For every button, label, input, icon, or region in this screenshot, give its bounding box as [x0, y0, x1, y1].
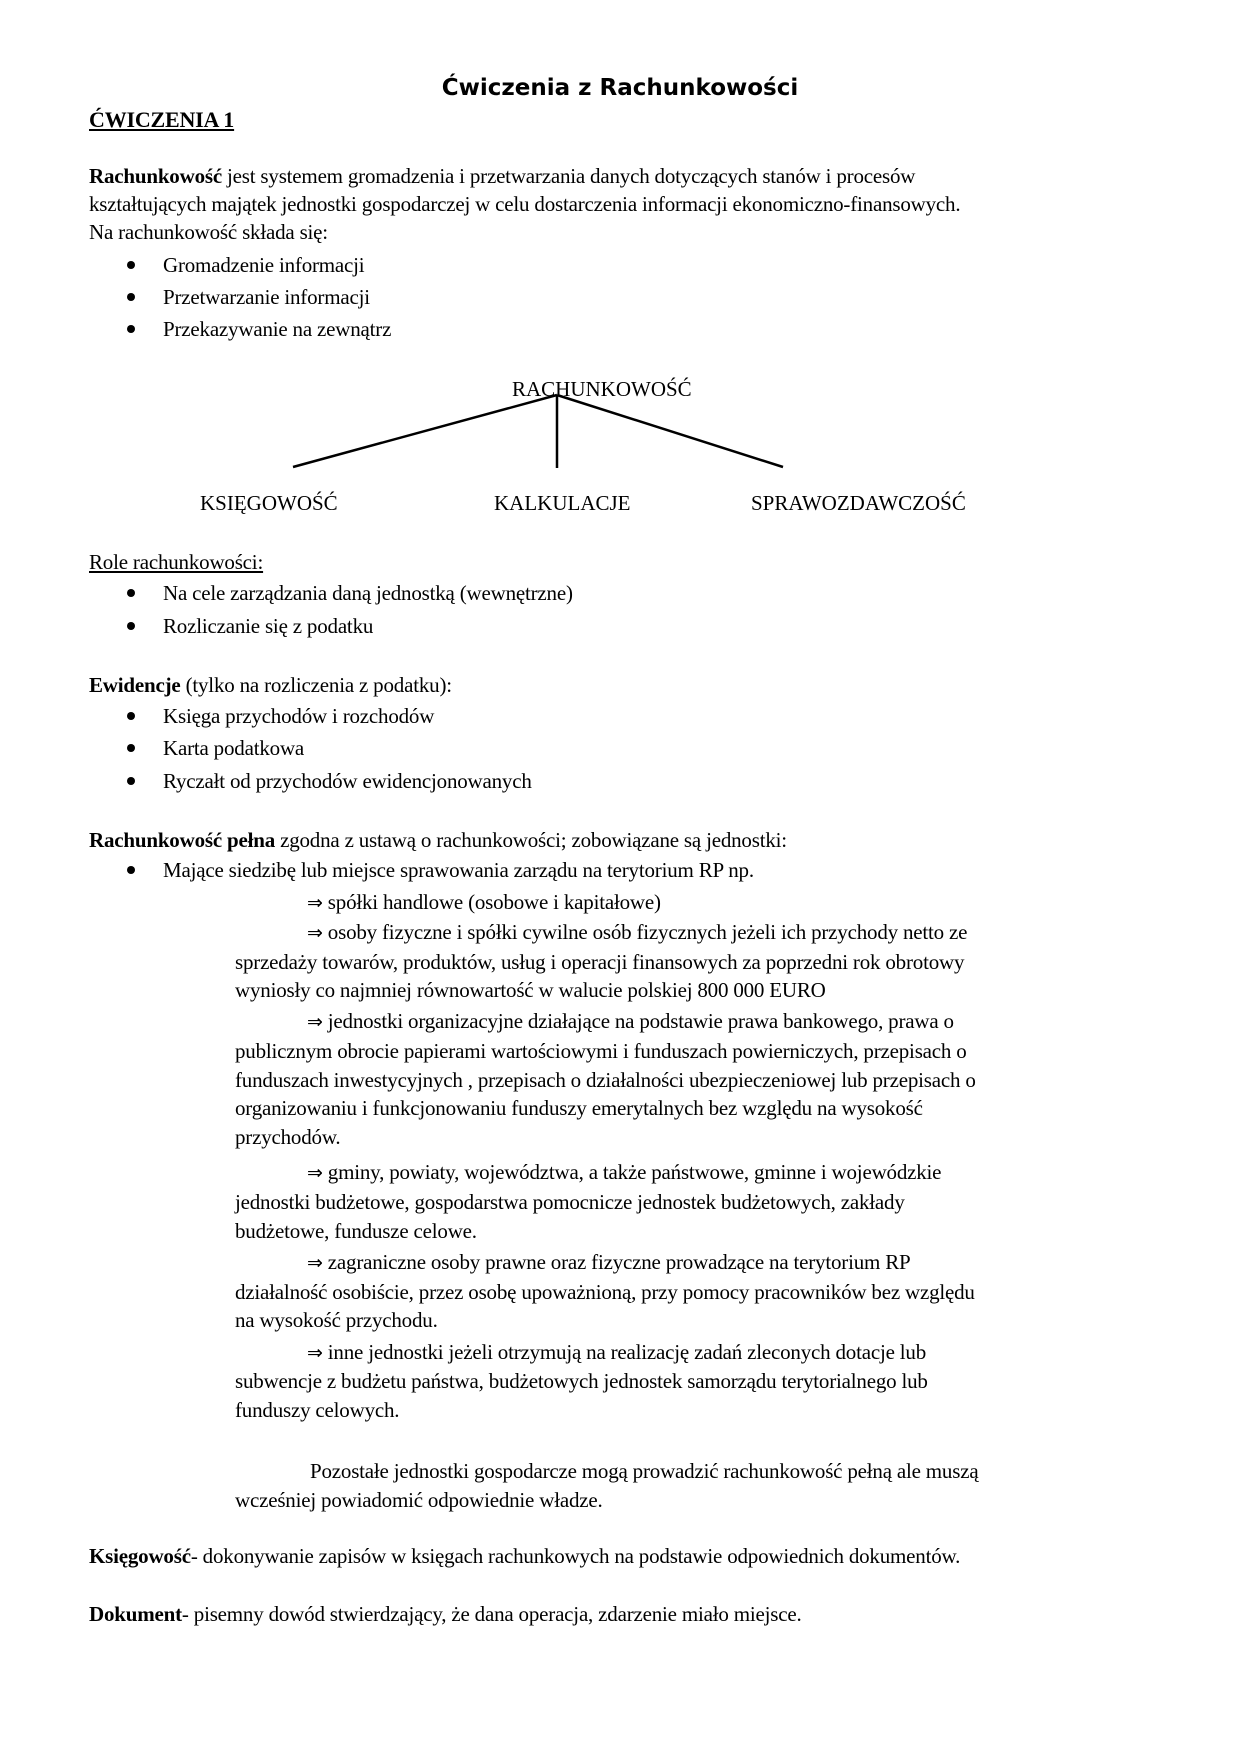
- sub-item: ⇒ jednostki organizacyjne działające na podstawie prawa bankowego, prawa o: [307, 1009, 954, 1033]
- records-term: Ewidencje: [89, 673, 181, 697]
- sub-item-continuation: na wysokość przychodu.: [235, 1308, 438, 1332]
- intro-line-1-text: jest systemem gromadzenia i przetwarzania danych dotyczących stanów i procesów: [221, 164, 916, 188]
- document-title: Ćwiczenia z Rachunkowości: [441, 75, 799, 101]
- sub-item: ⇒ spółki handlowe (osobowe i kapitałowe): [307, 890, 661, 914]
- bullet-icon: [127, 777, 135, 785]
- bullet-icon: [127, 589, 135, 597]
- intro-line-3: Na rachunkowość składa się:: [89, 220, 328, 244]
- hierarchy-diagram-lines: [0, 0, 1240, 540]
- bullet-icon: [127, 866, 135, 874]
- sub-item-continuation: funduszy celowych.: [235, 1398, 400, 1422]
- full-accounting-term: Rachunkowość pełna: [89, 828, 276, 852]
- roles-heading: Role rachunkowości:: [89, 550, 264, 574]
- arrow-right-icon: ⇒: [307, 1011, 323, 1033]
- arrow-right-icon: ⇒: [307, 1252, 323, 1274]
- arrow-right-icon: ⇒: [307, 1162, 323, 1184]
- list-item: Przekazywanie na zewnątrz: [163, 317, 392, 341]
- full-accounting-heading-text: zgodna z ustawą o rachunkowości; zobowiązane są jednostki:: [275, 828, 787, 852]
- arrow-right-icon: ⇒: [307, 1342, 323, 1364]
- list-item: Przetwarzanie informacji: [163, 285, 370, 309]
- bullet-icon: [127, 744, 135, 752]
- list-item: Ryczałt od przychodów ewidencjonowanych: [163, 769, 532, 793]
- sub-item-continuation: przychodów.: [235, 1125, 341, 1149]
- definition-dokument: [89, 1600, 802, 1628]
- list-item: Na cele zarządzania daną jednostką (wewnętrzne): [163, 581, 573, 605]
- sub-item-continuation: funduszach inwestycyjnych , przepisach o działalności ubezpieczeniowej lub przepisach o: [235, 1068, 976, 1092]
- bullet-icon: [127, 622, 135, 630]
- sub-item-continuation: publicznym obrocie papierami wartościowymi i funduszach powierniczych, przepisach o: [235, 1039, 967, 1063]
- intro-term: Rachunkowość: [89, 164, 222, 188]
- intro-line-2: kształtujących majątek jednostki gospodarczej w celu dostarczenia informacji ekonomiczno-finansowych.: [89, 192, 961, 216]
- section-heading: ĆWICZENIA 1: [89, 107, 235, 132]
- note-line-2: wcześniej powiadomić odpowiednie władze.: [235, 1488, 603, 1512]
- arrow-right-icon: ⇒: [307, 922, 323, 944]
- list-item: Karta podatkowa: [163, 736, 305, 760]
- sub-item: ⇒ osoby fizyczne i spółki cywilne osób fizycznych jeżeli ich przychody netto ze: [307, 920, 968, 944]
- diagram-node-kalkulacje: KALKULACJE: [494, 491, 631, 515]
- sub-item-continuation: wyniosły co najmniej równowartość w walucie polskiej 800 000 EURO: [235, 978, 826, 1002]
- list-item: Gromadzenie informacji: [163, 253, 365, 277]
- records-heading-text: (tylko na rozliczenia z podatku):: [180, 673, 452, 697]
- sub-item-continuation: działalność osobiście, przez osobę upoważnioną, przy pomocy pracowników bez względu: [235, 1280, 975, 1304]
- list-item: Mające siedzibę lub miejsce sprawowania zarządu na terytorium RP np.: [163, 858, 754, 882]
- sub-item: ⇒ zagraniczne osoby prawne oraz fizyczne prowadzące na terytorium RP: [307, 1250, 911, 1274]
- list-item: Rozliczanie się z podatku: [163, 614, 374, 638]
- bullet-icon: [127, 712, 135, 720]
- definition-text: - dokonywanie zapisów w księgach rachunkowych na podstawie odpowiednich dokumentów.: [190, 1544, 961, 1568]
- definition-term: Księgowość: [89, 1544, 191, 1568]
- arrow-right-icon: ⇒: [307, 892, 323, 914]
- sub-item: ⇒ gminy, powiaty, województwa, a także państwowe, gminne i wojewódzkie: [307, 1160, 942, 1184]
- sub-item-continuation: organizowaniu i funkcjonowaniu funduszy emerytalnych bez względu na wysokość: [235, 1096, 923, 1120]
- definition-text: - pisemny dowód stwierdzający, że dana operacja, zdarzenie miało miejsce.: [181, 1602, 802, 1626]
- diagram-node-sprawozdawczosc: SPRAWOZDAWCZOŚĆ: [751, 491, 966, 515]
- records-heading: [89, 671, 452, 699]
- sub-item-continuation: sprzedaży towarów, produktów, usług i operacji finansowych za poprzedni rok obrotowy: [235, 950, 965, 974]
- definition-term: Dokument: [89, 1602, 182, 1626]
- note-line-1: Pozostałe jednostki gospodarcze mogą prowadzić rachunkowość pełną ale muszą: [310, 1459, 979, 1483]
- diagram-node-ksiegowosc: KSIĘGOWOŚĆ: [200, 491, 338, 515]
- definition-ksiegowosc: [89, 1542, 960, 1570]
- sub-item-continuation: budżetowe, fundusze celowe.: [235, 1219, 477, 1243]
- full-accounting-heading: [89, 826, 787, 854]
- diagram-root-node: RACHUNKOWOŚĆ: [512, 377, 692, 401]
- list-item: Księga przychodów i rozchodów: [163, 704, 435, 728]
- sub-item-continuation: jednostki budżetowe, gospodarstwa pomocnicze jednostek budżetowych, zakłady: [235, 1190, 905, 1214]
- sub-item: ⇒ inne jednostki jeżeli otrzymują na realizację zadań zleconych dotacje lub: [307, 1340, 926, 1364]
- sub-item-continuation: subwencje z budżetu państwa, budżetowych jednostek samorządu terytorialnego lub: [235, 1369, 928, 1393]
